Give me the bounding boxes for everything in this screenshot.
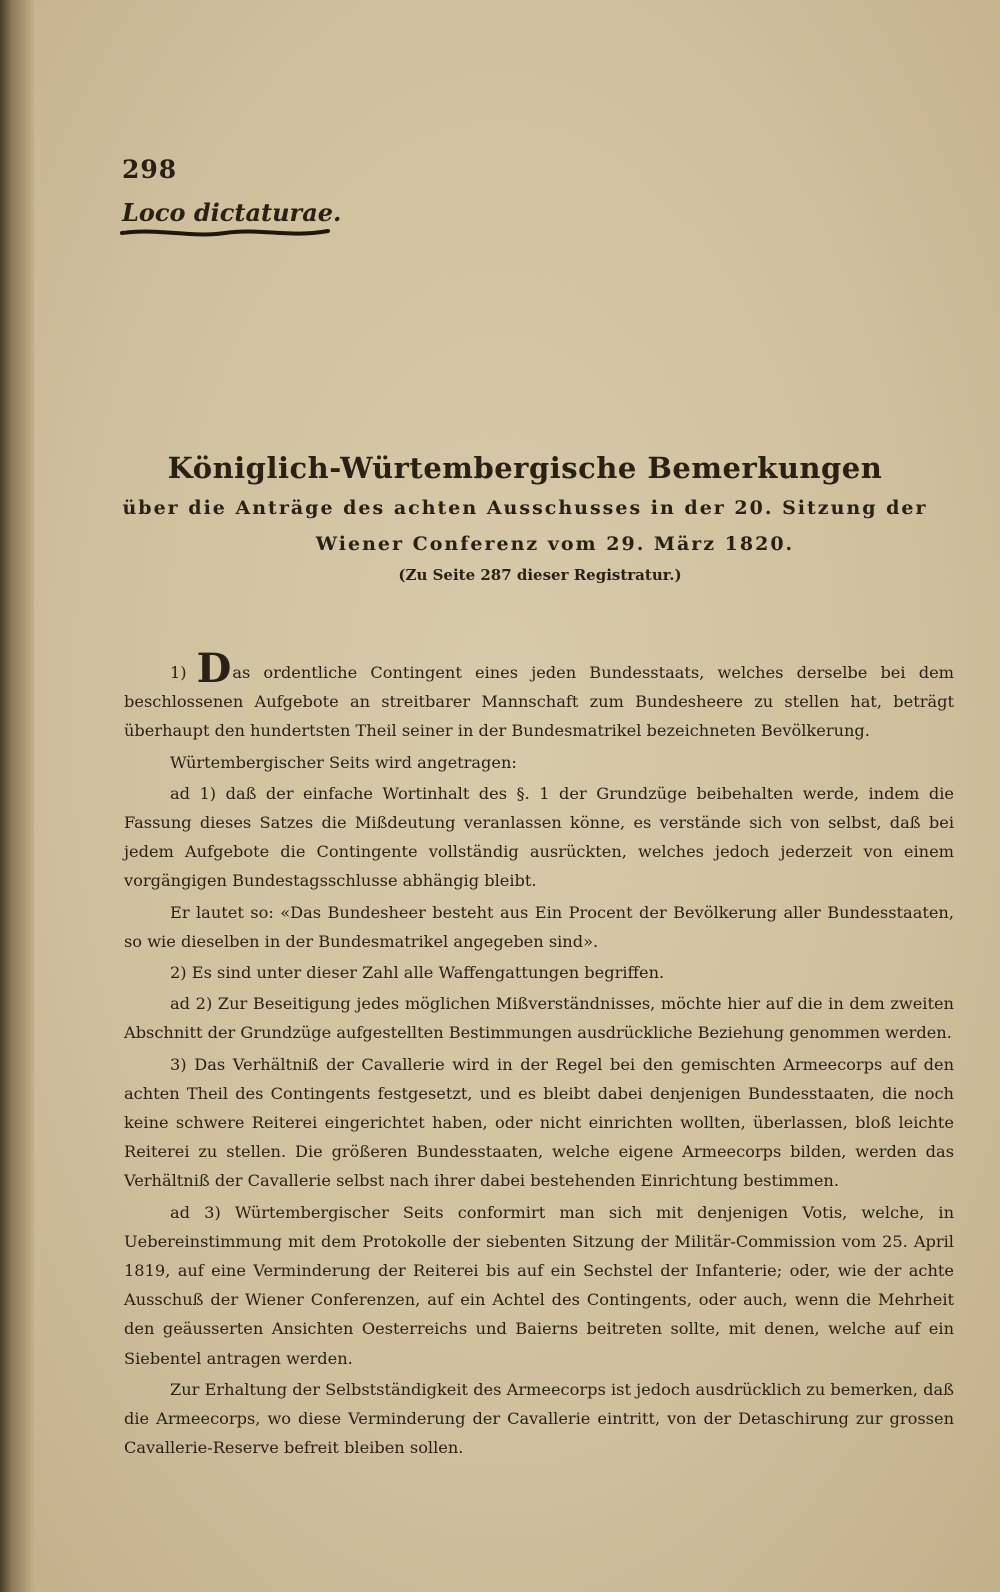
- paragraph-9: Zur Erhaltung der Selbstständigkeit des Armeecorps ist jedoch ausdrücklich zu bemerken, daß die Armeecorps, wo diese Verminderung der Cavallerie eintritt, von der Detaschirung zur grossen Cavallerie-Reserve befreit bleiben sollen.: [124, 1379, 954, 1458]
- paragraph-6: ad 2) Zur Beseitigung jedes möglichen Mißverständnisses, möchte hier auf die in dem zweiten Abschnitt der Grundzüge aufgestellten Bestimmungen ausdrückliche Beziehung genommen werden.: [124, 994, 954, 1043]
- section-label: Loco dictaturae.: [122, 198, 342, 227]
- title-block: [110, 448, 940, 588]
- paragraph-1-text: as ordentliche Contingent eines jeden Bundesstaats, welches derselbe bei dem beschlossenen Aufgebote an streitbarer Mannschaft zum Bundesheere zu stellen hat, beträgt überhaupt den hundertsten Theil seiner in der Bundesmatrikel bezeichneten Bevölkerung.: [124, 663, 954, 741]
- paragraph-4: Er lautet so: «Das Bundesheer besteht aus Ein Procent der Bevölkerung aller Bundesstaaten, so wie dieselben in der Bundesmatrikel angegeben sind».: [124, 902, 954, 951]
- drop-initial: D: [196, 645, 232, 692]
- binding-gutter: [0, 0, 34, 1592]
- page-reference: (Zu Seite 287 dieser Registratur.): [398, 566, 682, 584]
- document-title: Königlich-Würtembergische Bemerkungen: [167, 451, 883, 485]
- paragraph-3: ad 1) daß der einfache Wortinhalt des §. 1 der Grundzüge beibehalten werde, indem die Fassung dieses Satzes die Mißdeutung veranlassen könne, es verstände sich von selbst, daß bei jedem Aufgebote die Contingente vollständig ausrückten, welches jedoch jederzeit von einem vorgängigen Bundestagsschlusse abhängig bleibt.: [124, 783, 954, 891]
- document-body: [124, 645, 954, 1464]
- paragraph-8: ad 3) Würtembergischer Seits conformirt man sich mit denjenigen Votis, welche, in Uebereinstimmung mit dem Protokolle der siebenten Sitzung der Militär-Commission vom 25. April 1819, auf eine Verminderung der Reiterei bis auf ein Sechstel der Infanterie; oder, wie der achte Ausschuß der Wiener Conferenzen, auf ein Achtel des Contingents, oder auch, wenn die Mehrheit den geäusserten Ansichten Oesterreichs und Baierns beitreten sollte, mit denen, welche auf ein Siebentel antragen werden.: [124, 1202, 954, 1368]
- document-subtitle-line2: Wiener Conferenz vom 29. März 1820.: [315, 533, 795, 555]
- page-number: 298: [122, 155, 178, 184]
- paragraph-7: 3) Das Verhältniß der Cavallerie wird in der Regel bei den gemischten Armeecorps auf den achten Theil des Contingents festgesetzt, und es bleibt dabei denjenigen Bundesstaaten, die noch keine schwere Reiterei eingerichtet haben, oder nicht einrichten wollten, überlassen, bloß leichte Reiterei zu stellen. Die größeren Bundesstaaten, welche eigene Armeecorps bilden, werden das Verhältniß der Cavallerie selbst nach ihrer dabei bestehenden Einrichtung bestimmen.: [124, 1054, 954, 1191]
- document-subtitle-line1: über die Anträge des achten Ausschusses in der 20. Sitzung der: [122, 497, 928, 519]
- paragraph-2: Würtembergischer Seits wird angetragen:: [170, 752, 517, 772]
- decorative-rule: [120, 226, 330, 240]
- paragraph-5: 2) Es sind unter dieser Zahl alle Waffengattungen begriffen.: [170, 963, 665, 983]
- paragraph-1: [124, 645, 954, 746]
- paragraph-1-number: 1): [170, 663, 187, 682]
